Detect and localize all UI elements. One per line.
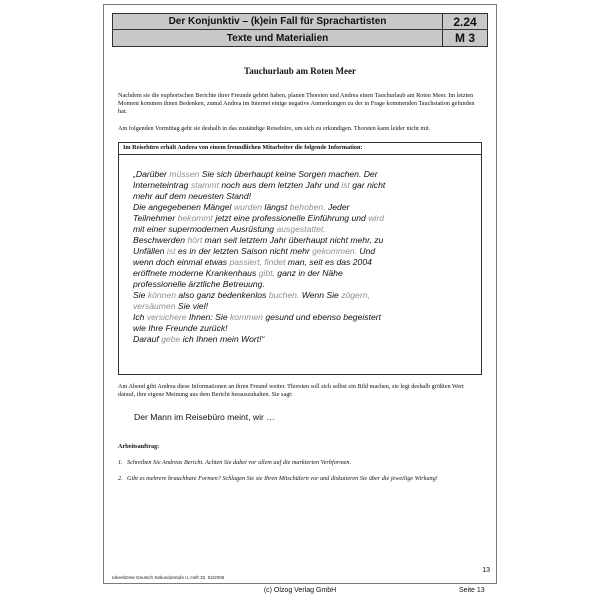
marked-verb: gibt,: [258, 267, 275, 278]
marked-verb: ist: [166, 245, 176, 256]
speech-text: Sie: [133, 289, 148, 300]
task-item: [118, 475, 482, 483]
speech-line: [133, 290, 469, 301]
speech-line: [133, 224, 469, 235]
speech-box: [118, 155, 482, 375]
speech-text: jetzt eine professionelle Einführung und: [212, 212, 369, 223]
speech-text: wenn doch einmal etwas: [133, 256, 230, 267]
marked-verb: findet: [264, 256, 286, 267]
speech-line: [133, 323, 469, 334]
header-row-1: [112, 13, 488, 30]
marked-verb: versäumen: [133, 300, 176, 311]
speech-line: [133, 279, 469, 290]
marked-verb: wurden: [233, 201, 263, 212]
speech-text: Beschwerden: [133, 234, 188, 245]
marked-verb: bekommt: [177, 212, 213, 223]
speech-text: Die angegebenen Mängel: [133, 201, 234, 212]
speech-text: noch aus dem letzten Jahr und: [218, 179, 342, 190]
speech-text: „Darüber: [133, 168, 170, 179]
speech-text: es in der letzten Saison nicht mehr: [175, 245, 313, 256]
speech-text: eröffnete moderne Krankenhaus: [133, 267, 259, 278]
speech-text: also ganz bedenkenlos: [176, 289, 269, 300]
header-subtitle: Texte und Materialien: [113, 30, 443, 46]
speech-line: [133, 334, 469, 345]
speech-text: Ihnen: Sie: [186, 311, 230, 322]
document-content: [118, 61, 482, 483]
task-text: Schreiben Sie Andreas Bericht. Achten Sie dabei vor allem auf die markierten Verbformen.: [127, 458, 352, 466]
marked-verb: hört: [187, 234, 203, 245]
speech-line: [133, 202, 469, 213]
speech-text: gesund und ebenso begeistert: [262, 311, 381, 322]
marked-verb: können: [147, 289, 177, 300]
speech-text: man, seit es das 2004: [285, 256, 372, 267]
task-text: Gibt es mehrere brauchbare Formen? Schlagen Sie sie Ihren Mitschülern vor und diskutieren Sie über die jeweilige Wirkung!: [127, 475, 438, 483]
speech-text: Interneteintrag: [133, 179, 191, 190]
speech-line: [133, 235, 469, 246]
marked-verb: ausgestattet.: [276, 223, 326, 234]
speech-line: [133, 268, 469, 279]
task-item: [118, 459, 482, 467]
footer-page-label: Seite 13: [459, 587, 485, 594]
task-number: 2.: [118, 475, 123, 483]
speech-text: mehr auf dem neuesten Stand!: [133, 190, 252, 201]
speech-text: Darauf: [133, 333, 162, 344]
intro-paragraph-2: Am folgenden Vormittag geht sie deshalb in das zuständige Reisebüro, um sich zu erkundigen. Thorsten kann leider nicht mit.: [118, 125, 431, 133]
speech-text: man seit letztem Jahr überhaupt nicht mehr, zu: [202, 234, 384, 245]
speech-text: ganz in der Nähe: [274, 267, 343, 278]
task-heading: Arbeitsauftrag:: [118, 442, 160, 450]
speech-text: professionelle ärztliche Betreuung.: [133, 278, 265, 289]
speech-text: Unfällen: [133, 245, 167, 256]
info-bar: Im Reisebüro erhält Andrea von einem freundlichen Mitarbeiter die folgende Information:: [118, 142, 482, 154]
worksheet-page: [103, 4, 497, 584]
speech-text: längst: [262, 201, 290, 212]
speech-text: Wenn Sie: [299, 289, 342, 300]
intro-paragraph-1: Nachdem sie die euphorischen Berichte ihrer Freunde gehört haben, planen Thorsten und Andrea einen Tauchurlaub am Roten Meer. Im letzten Moment kommen ihnen Bedenken, zumal Andrea im Internet einige negative Anmerkungen zu der in Frage kommenden Tauchstation gefunden hat.: [118, 92, 475, 116]
footer-publisher: (c) Olzog Verlag GmbH: [263, 587, 337, 594]
header-number: 2.24: [443, 14, 487, 29]
answer-start: Der Mann im Reisebüro meint, wir …: [134, 411, 275, 422]
speech-line: [133, 312, 469, 323]
speech-line: [133, 301, 469, 312]
marked-verb: behoben.: [289, 201, 326, 212]
marked-verb: stammt: [190, 179, 219, 190]
speech-text: Und: [357, 245, 376, 256]
marked-verb: gekommen.: [312, 245, 358, 256]
footer-page-number: 13: [482, 567, 490, 574]
header-row-2: [112, 30, 488, 47]
marked-verb: müssen: [169, 168, 200, 179]
marked-verb: ist: [341, 179, 350, 190]
speech-text: gar nicht: [349, 179, 386, 190]
speech-text: ich Ihnen mein Wort!“: [180, 333, 265, 344]
evening-paragraph: Am Abend gibt Andrea diese Informationen an ihren Freund weiter. Thorsten soll sich selbst ein Bild machen, sie legt deshalb größten Wert darauf, ihre eigene Meinung aus dem Bericht herauszuhalten. Sie sagt:: [118, 382, 464, 398]
marked-verb: buchen.: [268, 289, 300, 300]
marked-verb: wird: [368, 212, 384, 223]
speech-text: wie Ihre Freunde zurück!: [133, 322, 228, 333]
marked-verb: gebe: [161, 333, 181, 344]
speech-text: Ich: [133, 311, 147, 322]
speech-text: Sie sich überhaupt keine Sorgen machen. Der: [199, 168, 378, 179]
speech-line: [133, 169, 469, 180]
speech-text: Teilnehmer: [133, 212, 178, 223]
marked-verb: kommen: [230, 311, 263, 322]
speech-text: Sie viel!: [175, 300, 208, 311]
speech-line: [133, 213, 469, 224]
footer-source: Ideenbörse Deutsch Sekundarstufe II, Heft 32, 02/2006: [112, 575, 225, 580]
marked-verb: passiert,: [229, 256, 262, 267]
task-number: 1.: [118, 458, 123, 466]
speech-line: [133, 246, 469, 257]
speech-text: Jeder: [325, 201, 350, 212]
speech-line: [133, 191, 469, 202]
header-title: Der Konjunktiv – (k)ein Fall für Sprachartisten: [113, 14, 443, 29]
speech-text: mit einer supermodernen Ausrüstung: [133, 223, 277, 234]
document-title: Tauchurlaub am Roten Meer: [244, 66, 356, 76]
marked-verb: zögern,: [341, 289, 370, 300]
header-code: M 3: [443, 30, 487, 46]
marked-verb: versichere: [146, 311, 187, 322]
speech-line: [133, 180, 469, 191]
speech-line: [133, 257, 469, 268]
